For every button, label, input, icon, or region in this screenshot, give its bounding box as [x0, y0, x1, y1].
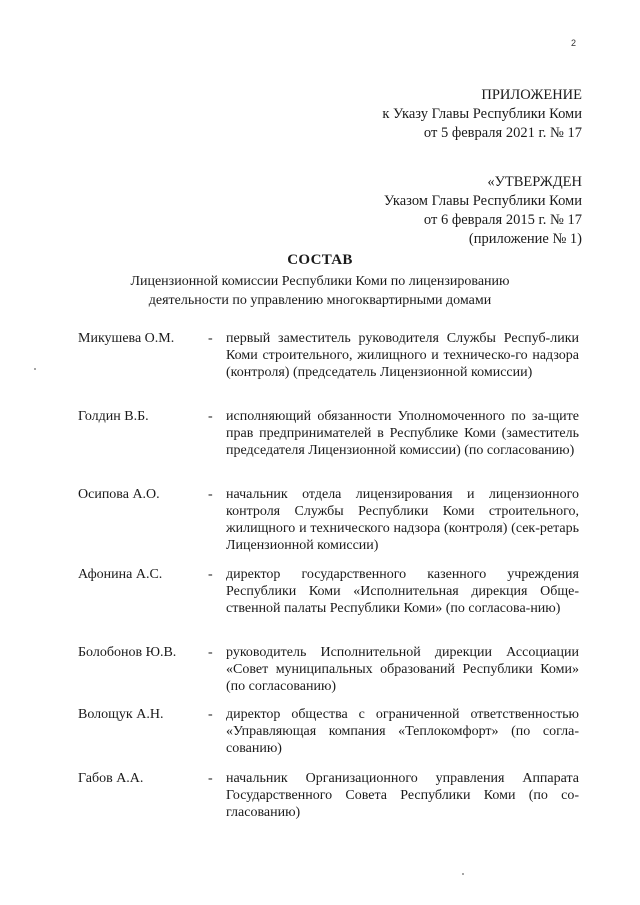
- approved-date: от 6 февраля 2015 г. № 17: [423, 212, 582, 228]
- member-role: исполняющий обязанности Уполномоченного по за-щите прав предпринимателей в Республике Коми (заместитель председателя Лицензионной комиссии) (по согласованию): [226, 409, 579, 458]
- member-role: руководитель Исполнительной дирекции Ассоциации «Совет муниципальных образований Республики Коми» (по согласованию): [226, 645, 579, 694]
- member-name: Микушева О.М.: [78, 331, 175, 346]
- member-role: директор государственного казенного учреждения Республики Коми «Исполнительная дирекция Обще-ственной палаты Республики Коми» (по согласова-нию): [226, 567, 579, 616]
- member-dash: -: [208, 487, 213, 502]
- member-name: Осипова А.О.: [78, 487, 160, 502]
- member-role: начальник отдела лицензирования и лицензионного контроля Службы Республики Коми строительного, жилищного и технического надзора (контроля) (сек-ретарь Лицензионной комиссии): [226, 487, 579, 553]
- member-name: Волощук А.Н.: [78, 707, 164, 722]
- member-name: Болобонов Ю.В.: [78, 645, 177, 660]
- appendix-decree-ref: к Указу Главы Республики Коми: [382, 106, 582, 122]
- member-role: первый заместитель руководителя Службы Респуб-лики Коми строительного, жилищного и техническо-го надзора (контроля) (председатель Лицензионной комиссии): [226, 331, 579, 380]
- member-dash: -: [208, 707, 213, 722]
- member-dash: -: [208, 331, 213, 346]
- scan-speck: [34, 368, 36, 370]
- appendix-header: [382, 86, 582, 143]
- approved-header: [384, 173, 582, 249]
- member-name: Афонина А.С.: [78, 567, 163, 582]
- member-dash: -: [208, 645, 213, 660]
- approved-label: «УТВЕРЖДЕН: [487, 174, 582, 190]
- subtitle-line-2: деятельности по управлению многоквартирными домами: [148, 293, 492, 308]
- member-dash: -: [208, 409, 213, 424]
- page-number: 2: [571, 38, 577, 48]
- member-role: директор общества с ограниченной ответственностью «Управляющая компания «Теплокомфорт» (по согла-сованию): [226, 707, 579, 756]
- subtitle-line-1: Лицензионной комиссии Республики Коми по лицензированию: [130, 274, 510, 289]
- scan-speck: [462, 873, 464, 875]
- document-subtitle: [0, 272, 640, 310]
- document-title: СОСТАВ: [287, 252, 353, 268]
- approved-appendix-number: (приложение № 1): [468, 231, 582, 247]
- appendix-label: ПРИЛОЖЕНИЕ: [481, 87, 582, 103]
- member-name: Габов А.А.: [78, 771, 144, 786]
- member-role: начальник Организационного управления Аппарата Государственного Совета Республики Коми (по со-гласованию): [226, 771, 579, 820]
- appendix-date: от 5 февраля 2021 г. № 17: [423, 125, 582, 141]
- member-dash: -: [208, 771, 213, 786]
- approved-decree-ref: Указом Главы Республики Коми: [383, 193, 582, 209]
- member-dash: -: [208, 567, 213, 582]
- member-name: Голдин В.Б.: [78, 409, 149, 424]
